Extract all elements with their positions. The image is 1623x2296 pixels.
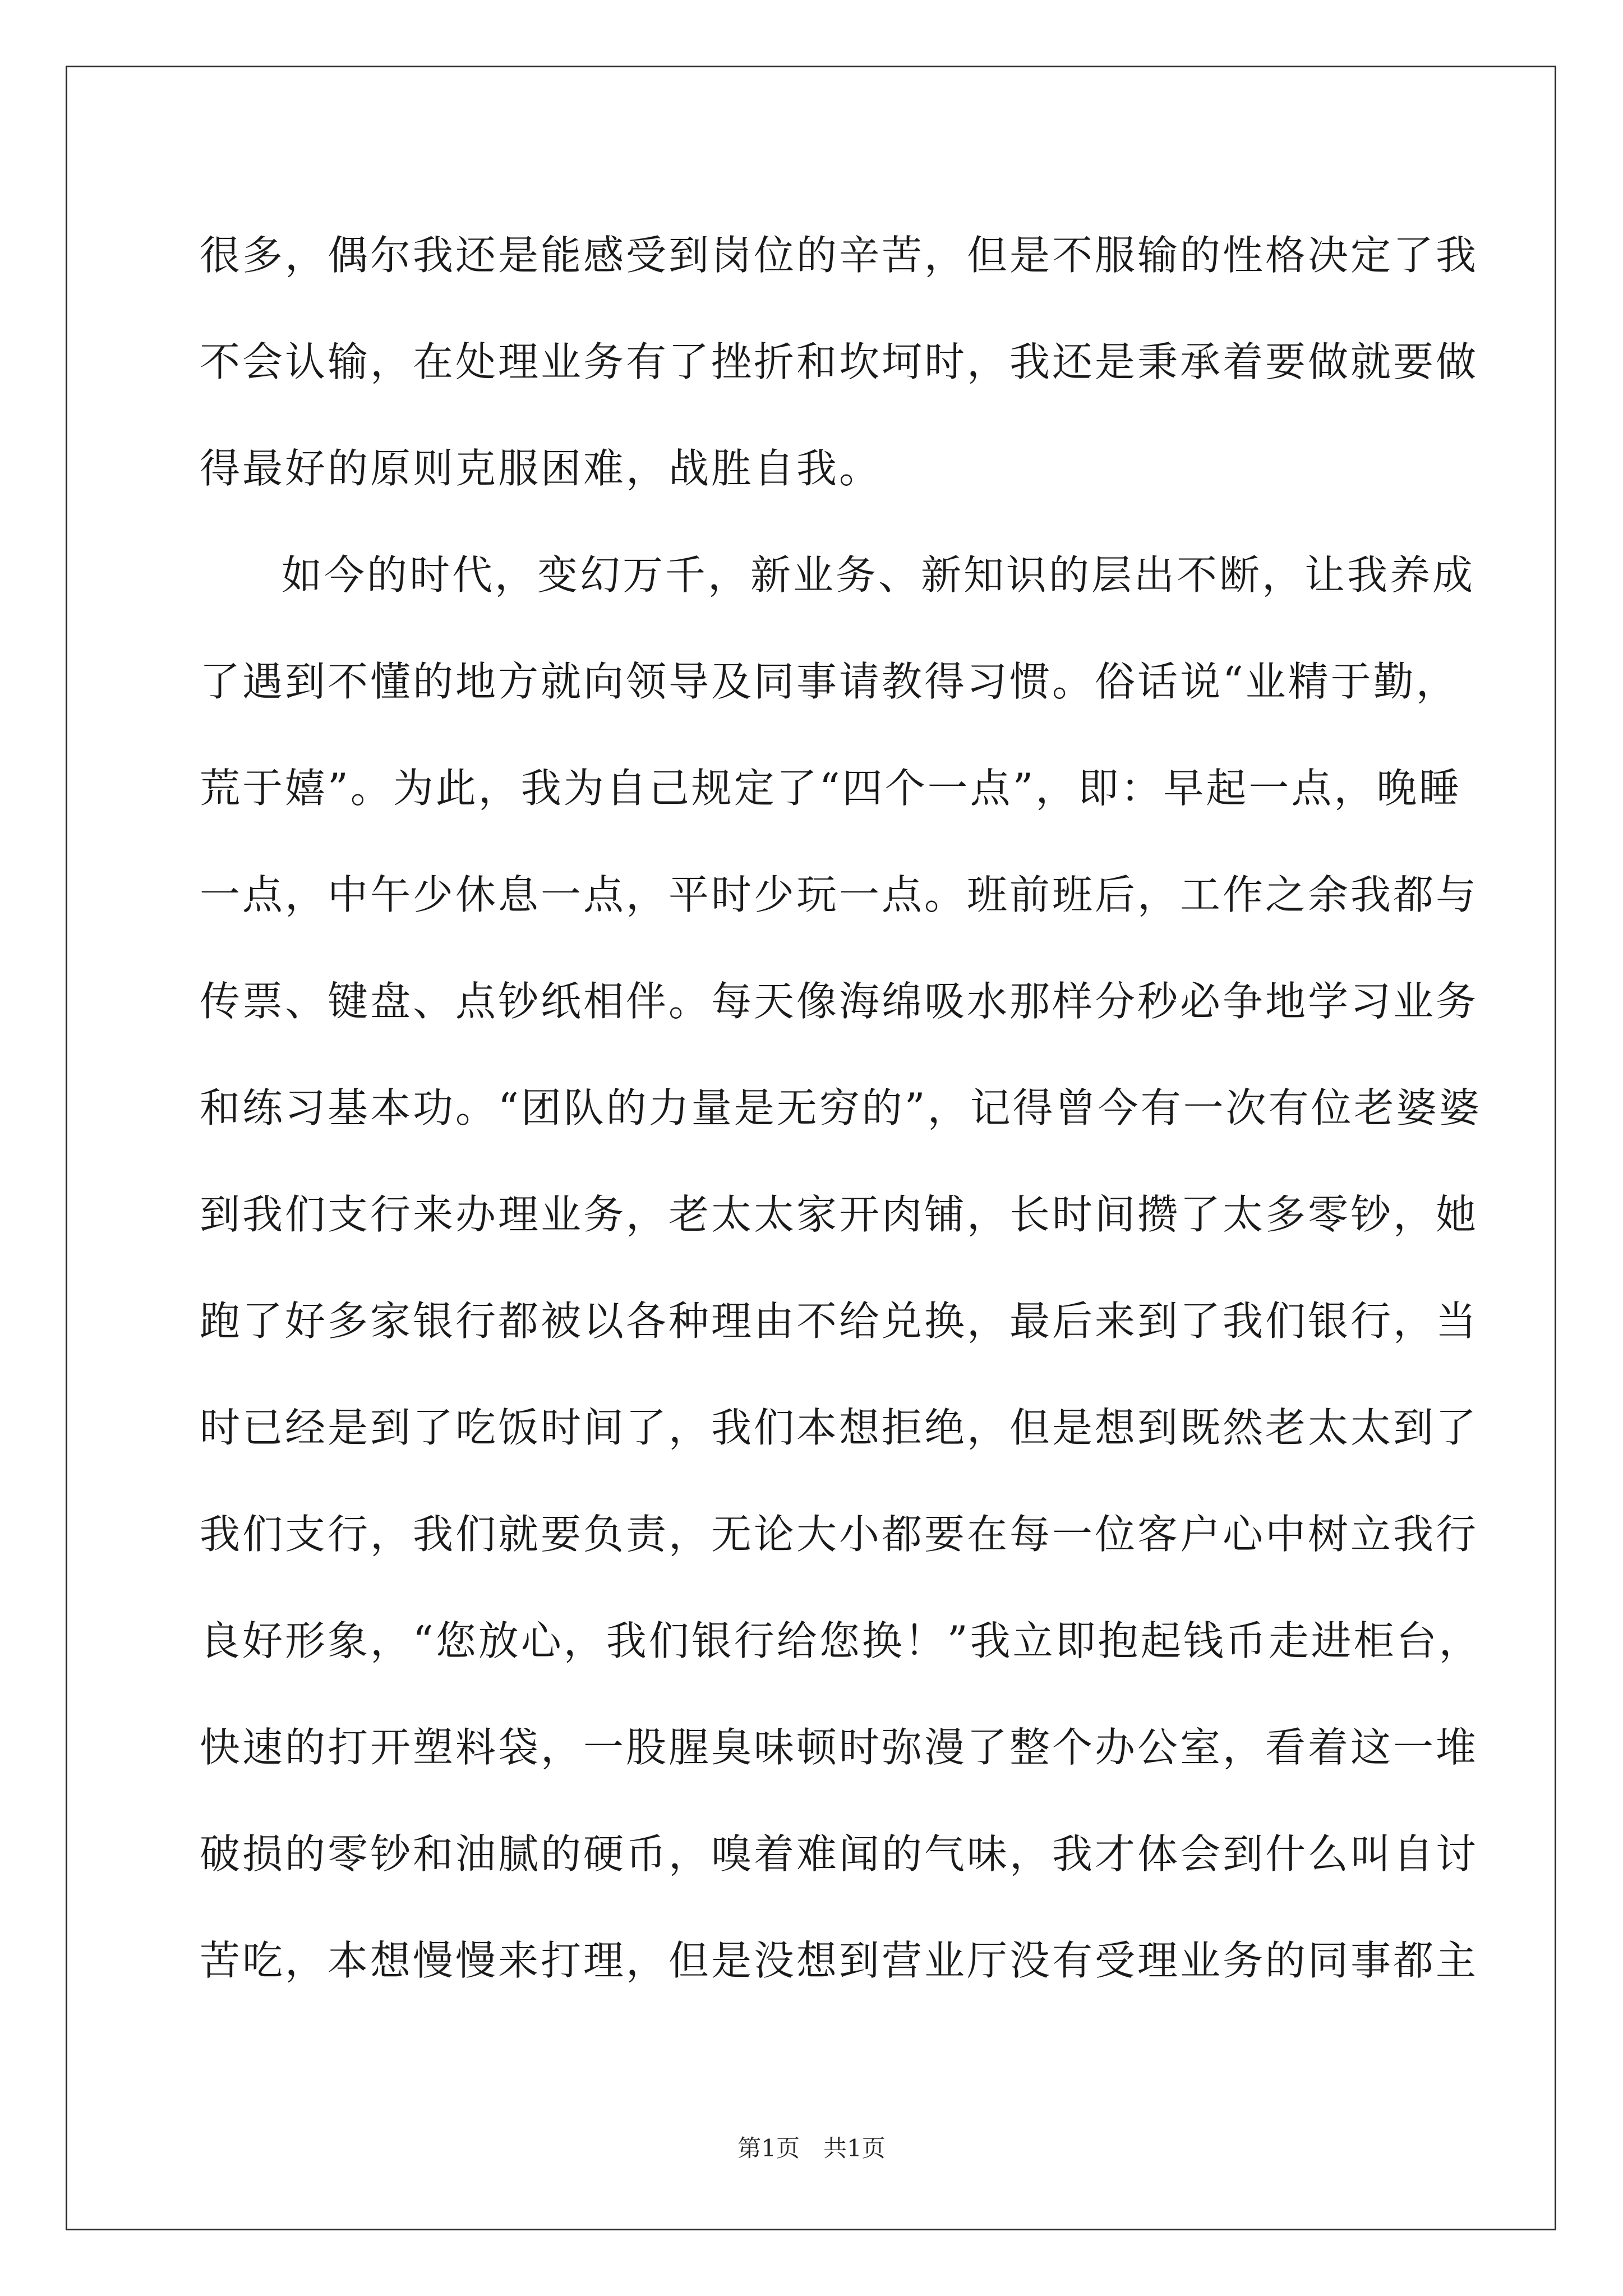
text-line: 时已经是到了吃饭时间了，我们本想拒绝，但是想到既然老太太到了: [200, 1404, 1479, 1451]
text-line: 跑了好多家银行都被以各种理由不给兑换，最后来到了我们银行，当: [200, 1297, 1479, 1345]
text-line: 快速的打开塑料袋，一股腥臭味顿时弥漫了整个办公室，看着这一堆: [200, 1724, 1479, 1771]
text-line: 荒于嬉”。为此，我为自己规定了“四个一点”，即：早起一点，晚睡: [200, 765, 1462, 812]
text-line: 到我们支行来办理业务，老太太家开肉铺，长时间攒了太多零钞，她: [200, 1191, 1479, 1238]
text-line: 了遇到不懂的地方就向领导及同事请教得习惯。俗话说“业精于勤，: [200, 658, 1459, 705]
text-line: 不会认输，在处理业务有了挫折和坎坷时，我还是秉承着要做就要做: [200, 338, 1479, 385]
page-footer: 第1页 共1页: [737, 2134, 886, 2162]
text-line: 苦吃，本想慢慢来打理，但是没想到营业厅没有受理业务的同事都主: [200, 1937, 1479, 1984]
text-line: 破损的零钞和油腻的硬币，嗅着难闻的气味，我才体会到什么叫自讨: [200, 1830, 1479, 1878]
text-line: 一点，中午少休息一点，平时少玩一点。班前班后，工作之余我都与: [200, 871, 1479, 918]
text-line: 良好形象，“您放心，我们银行给您换！”我立即抱起钱币走进柜台，: [200, 1617, 1482, 1664]
text-line: 得最好的原则克服困难，战胜自我。: [200, 445, 882, 492]
text-line: 很多，偶尔我还是能感受到岗位的辛苦，但是不服输的性格决定了我: [200, 232, 1479, 279]
text-line: 传票、键盘、点钞纸相伴。每天像海绵吸水那样分秒必争地学习业务: [200, 978, 1479, 1025]
text-line: 如今的时代，变幻万千，新业务、新知识的层出不断，让我养成: [282, 551, 1476, 599]
text-line: 和练习基本功。“团队的力量是无穷的”，记得曾今有一次有位老婆婆: [200, 1084, 1482, 1131]
text-line: 我们支行，我们就要负责，无论大小都要在每一位客户心中树立我行: [200, 1511, 1479, 1558]
